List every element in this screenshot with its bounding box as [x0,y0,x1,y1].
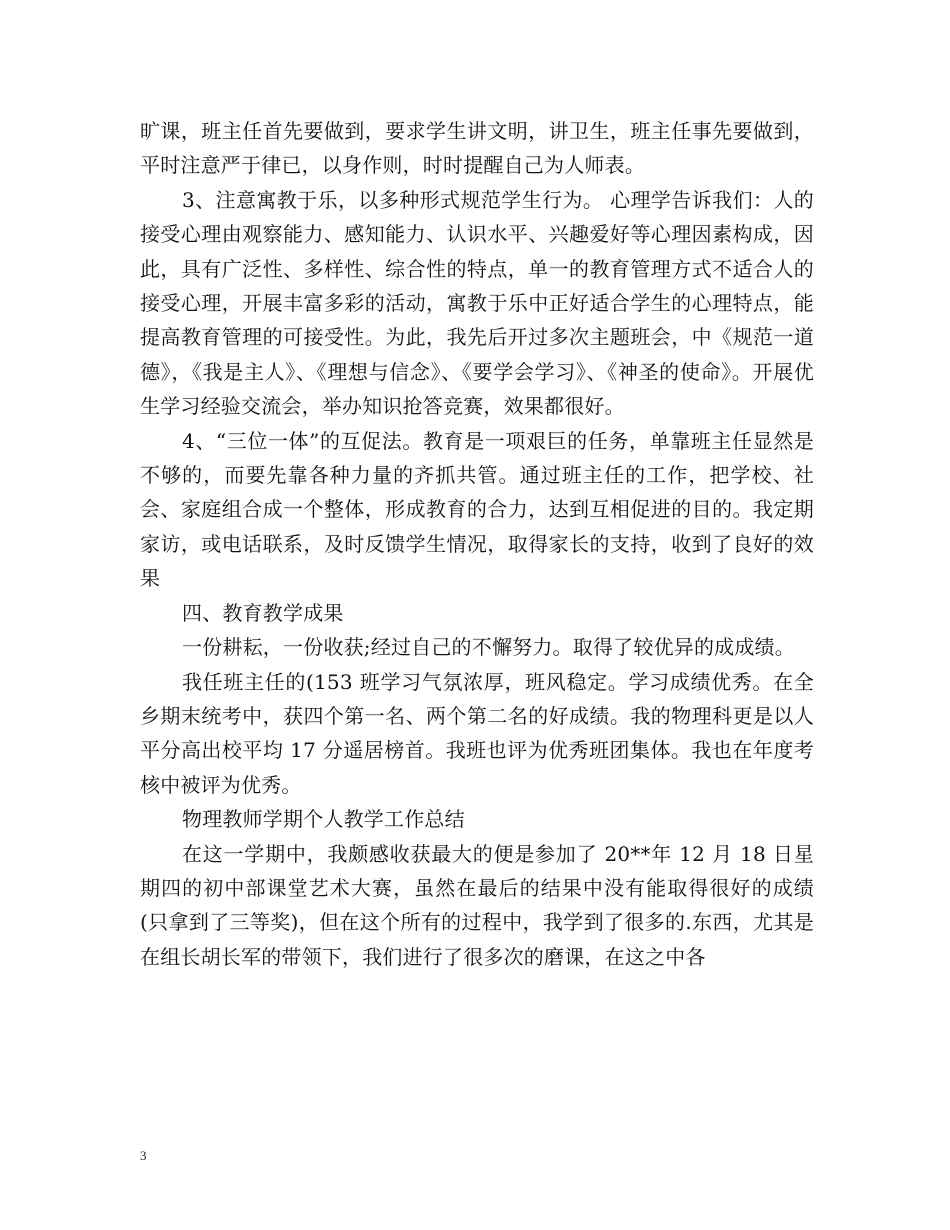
article-title: 物理教师学期个人教学工作总结 [182,807,465,832]
paragraph-summary-start: 在这一学期中，我颇感收获最大的便是参加了 20**年 12 月 18 日星期四的初中部课堂艺术大赛，虽然在最后的结果中没有能取得很好的成绩(只拿到了三等奖)，但在这个所有的过程中，我学到了很多的.东西，尤其是在组长胡长军的带领下，我们进行了很多次的磨课，在这之中各 [140,841,814,969]
paragraph-item-3: 3、注意寓教于乐，以多种形式规范学生行为。 心理学告诉我们：人的接受心理由观察能力、感知能力、认识水平、兴趣爱好等心理因素构成，因此，具有广泛性、多样性、综合性的特点，单一的教育管理方式不适合人的接受心理，开展丰富多彩的活动，寓教于乐中正好适合学生的心理特点，能提高教育管理的可接受性。为此，我先后开过多次主题班会，中《规范一道德》，《我是主人》、《理想与信念》、《要学会学习》、《神圣的使命》。开展优生学习经验交流会，举办知识抢答竞赛，效果都很好。 [140,187,814,419]
paragraph-item-4: 4、“三位一体”的互促法。教育是一项艰巨的任务，单靠班主任显然是不够的，而要先靠各种力量的齐抓共管。通过班主任的工作，把学校、社会、家庭组合成一个整体，形成教育的合力，达到互相促进的目的。我定期家访，或电话联系，及时反馈学生情况，取得家长的支持，收到了良好的效果 [140,428,814,591]
page-number: 3 [140,1148,147,1163]
paragraph-results-intro: 一份耕耘，一份收获;经过自己的不懈努力。取得了较优异的成成绩。 [182,635,795,660]
section-heading: 四、教育教学成果 [182,600,344,625]
document-body [140,114,814,974]
paragraph-continuation: 旷课，班主任首先要做到，要求学生讲文明，讲卫生，班主任事先要做到，平时注意严于律已，以身作则，时时提醒自己为人师表。 [140,119,814,178]
paragraph-results-detail: 我任班主任的(153 班学习气氛浓厚，班风稳定。学习成绩优秀。在全乡期末统考中，获四个第一名、两个第二名的好成绩。我的物理科更是以人平分高出校平均 17 分遥居榜首。我班也评为优秀班团集体。我也在年度考核中被评为优秀。 [140,669,814,797]
